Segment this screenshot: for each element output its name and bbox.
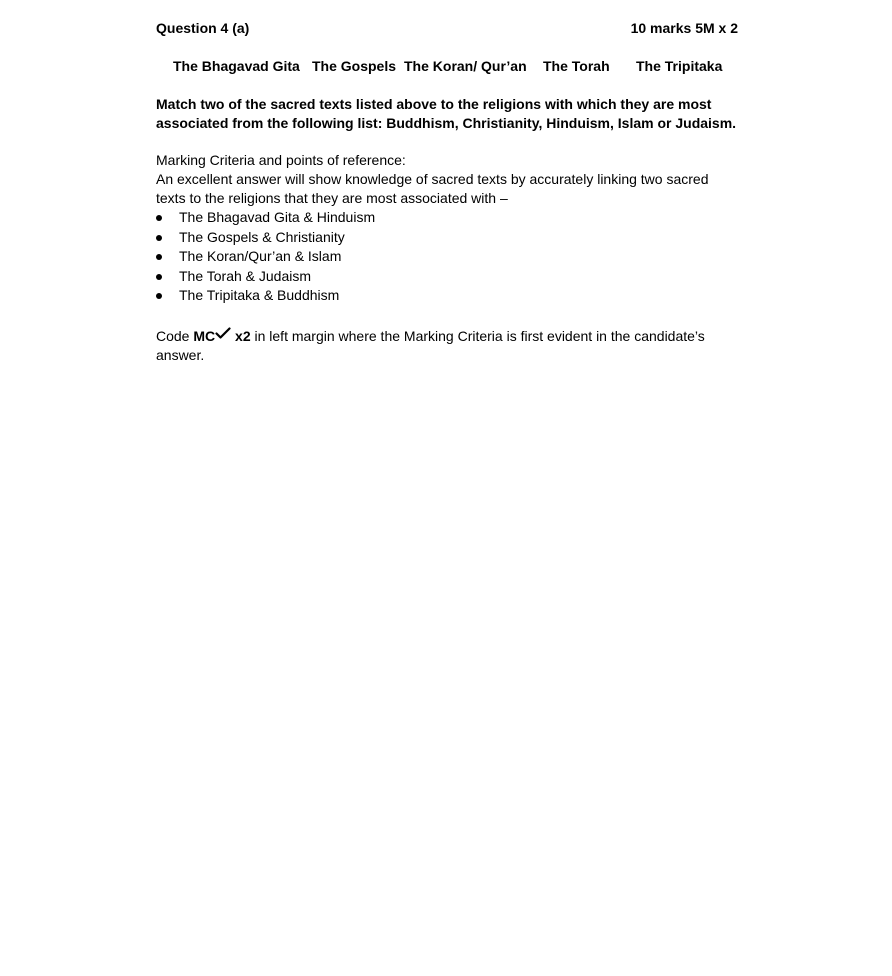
bullet-icon xyxy=(156,254,162,260)
question-instruction: Match two of the sacred texts listed above to the religions with which they are most associated from the following list: Buddhism, Christianity, Hinduism, Islam or Judaism. xyxy=(156,96,737,131)
bullet-icon xyxy=(156,274,162,280)
bullet-icon xyxy=(156,235,162,241)
list-item xyxy=(156,247,738,267)
sacred-text-item: The Torah xyxy=(543,58,610,74)
code-mc: MC xyxy=(193,328,216,344)
sacred-text-item: The Koran/ Qur’an xyxy=(404,58,527,74)
list-item-text: The Torah & Judaism xyxy=(179,267,312,284)
sacred-text-item: The Tripitaka xyxy=(636,58,723,74)
sacred-texts-list xyxy=(156,58,738,78)
question-header xyxy=(156,20,738,40)
marks-label: 10 marks 5M x 2 xyxy=(630,20,738,36)
code-instruction xyxy=(156,327,738,365)
marking-criteria xyxy=(156,151,738,306)
code-prefix: Code xyxy=(156,328,194,344)
list-item-text: The Gospels & Christianity xyxy=(179,228,345,245)
list-item xyxy=(156,228,738,248)
bullet-icon xyxy=(156,293,162,299)
list-item-text: The Koran/Qur’an & Islam xyxy=(179,248,342,265)
criteria-intro: An excellent answer will show knowledge of sacred texts by accurately linking two sacred texts to the religions that they are most associated with – xyxy=(156,171,709,206)
list-item xyxy=(156,267,738,287)
question-label: Question 4 (a) xyxy=(156,20,250,36)
sacred-text-item: The Gospels xyxy=(312,58,397,74)
checkmark-icon xyxy=(215,327,231,339)
sacred-text-item: The Bhagavad Gita xyxy=(173,58,300,74)
criteria-heading: Marking Criteria and points of reference: xyxy=(156,152,406,168)
list-item-text: The Bhagavad Gita & Hinduism xyxy=(179,209,376,225)
list-item-text: The Tripitaka & Buddhism xyxy=(179,287,340,304)
list-item xyxy=(156,286,738,306)
criteria-list xyxy=(156,208,738,306)
code-suffix: in left margin where the Marking Criteria is first evident in the candidate’s answer. xyxy=(156,328,705,363)
bullet-icon xyxy=(156,215,162,221)
list-item xyxy=(156,208,738,228)
code-multiplier: x2 xyxy=(231,328,251,344)
